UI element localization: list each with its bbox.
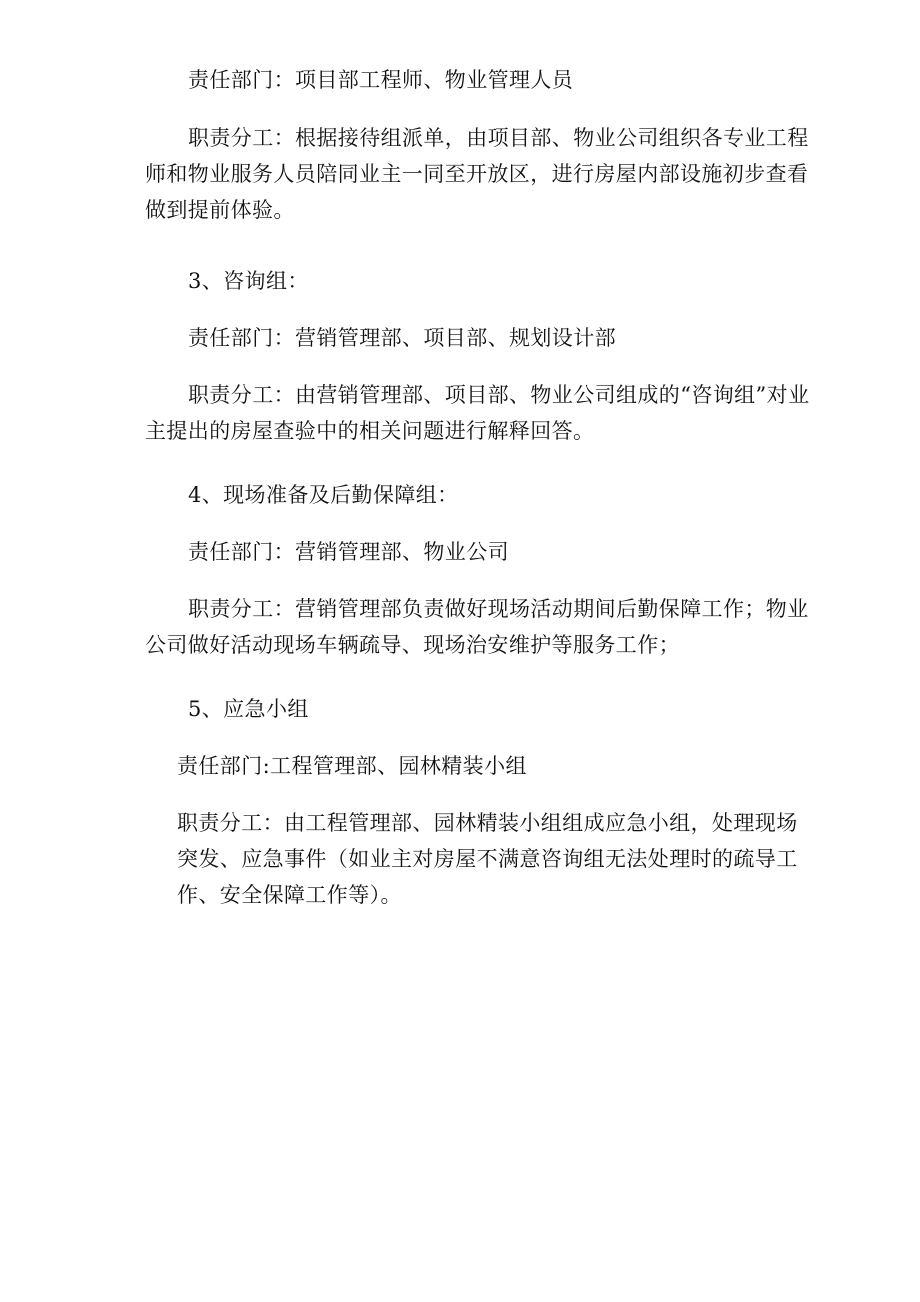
paragraph-duty-consulting: 职责分工：由营销管理部、项目部、物业公司组成的“咨询组”对业主提出的房屋查验中的相关问题进行解释回答。	[145, 383, 810, 443]
paragraph-responsible-dept-logistics: 责任部门：营销管理部、物业公司	[188, 540, 509, 564]
section-heading-emergency-group: 5、应急小组	[188, 697, 309, 721]
paragraph-duty-emergency: 职责分工：由工程管理部、园林精装小组组成应急小组，处理现场突发、应急事件（如业主对房屋不满意咨询组无法处理时的疏导工作、安全保障工作等）。	[177, 811, 798, 907]
paragraph-responsible-dept-emergency: 责任部门:工程管理部、园林精装小组	[177, 754, 527, 778]
paragraph-duty-engineering: 职责分工：根据接待组派单，由项目部、物业公司组织各专业工程师和物业服务人员陪同业主一同至开放区，进行房屋内部设施初步查看做到提前体验。	[145, 126, 809, 222]
paragraph-responsible-dept-engineering: 责任部门：项目部工程师、物业管理人员	[188, 68, 574, 92]
section-heading-consulting-group: 3、咨询组：	[188, 269, 309, 293]
section-heading-logistics-group: 4、现场准备及后勤保障组：	[188, 483, 459, 507]
paragraph-duty-logistics: 职责分工：营销管理部负责做好现场活动期间后勤保障工作；物业公司做好活动现场车辆疏导、现场治安维护等服务工作；	[145, 597, 809, 657]
paragraph-responsible-dept-consulting: 责任部门：营销管理部、项目部、规划设计部	[188, 326, 616, 350]
